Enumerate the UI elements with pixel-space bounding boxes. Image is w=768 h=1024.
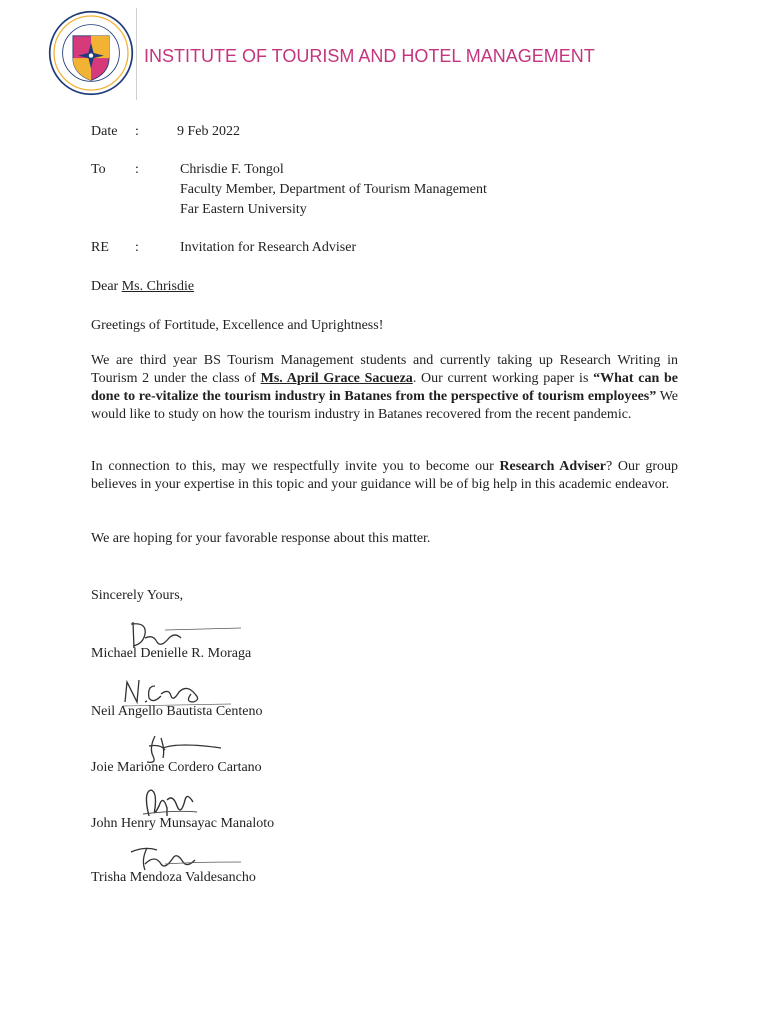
signatory-5-name: Trisha Mendoza Valdesancho xyxy=(91,870,256,885)
para1-text-c: . Our current working paper is xyxy=(412,371,594,386)
paragraph-2 xyxy=(91,458,678,494)
re-value: Invitation for Research Adviser xyxy=(180,240,357,255)
date-value: 9 Feb 2022 xyxy=(177,124,240,139)
to-label: To xyxy=(91,162,106,177)
date-colon: : xyxy=(135,124,139,139)
university-seal-icon xyxy=(48,10,134,96)
signatory-4-name: John Henry Munsayac Manaloto xyxy=(91,816,275,831)
to-institution: Far Eastern University xyxy=(180,202,307,217)
greeting: Greetings of Fortitude, Excellence and Uprightness! xyxy=(91,318,384,333)
header-divider xyxy=(136,8,137,100)
signatory-1-name: Michael Denielle R. Moraga xyxy=(91,646,252,661)
para2-text-a: In connection to this, may we respectfully invite you to become our xyxy=(91,459,500,474)
re-label: RE xyxy=(91,240,109,255)
to-colon: : xyxy=(135,162,139,177)
to-position: Faculty Member, Department of Tourism Management xyxy=(180,182,487,197)
para1-teacher-name: Ms. April Grace Sacueza xyxy=(260,371,413,386)
salutation-prefix: Dear xyxy=(91,279,122,294)
closing: Sincerely Yours, xyxy=(91,588,184,603)
institute-name: INSTITUTE OF TOURISM AND HOTEL MANAGEMENT xyxy=(144,46,595,66)
para2-text-c: ? Our group believes in your expertise in this topic and your guidance will be of big help in this academic endeavor. xyxy=(91,459,678,492)
para2-research-adviser: Research Adviser xyxy=(499,459,606,474)
re-colon: : xyxy=(135,240,139,255)
letterhead xyxy=(44,8,624,100)
para1-text-e: We would like to study on how the tourism industry in Batanes recovered from the recent pandemic. xyxy=(91,389,679,422)
salutation-name: Ms. Chrisdie xyxy=(121,279,195,294)
to-name: Chrisdie F. Tongol xyxy=(180,162,284,177)
signatory-3-name: Joie Marione Cordero Cartano xyxy=(91,760,262,775)
para1-text-a: We are third year BS Tourism Management students and currently taking up Research Writing in Tourism 2 under the class of xyxy=(91,353,678,386)
paragraph-1 xyxy=(91,352,678,424)
paragraph-3: We are hoping for your favorable response about this matter. xyxy=(91,531,431,546)
date-label: Date xyxy=(91,124,118,139)
para1-paper-title: “What can be done to re-vitalize the tourism industry in Batanes from the perspective of tourism employees” xyxy=(91,371,679,404)
salutation xyxy=(91,277,194,297)
signatory-2-name: Neil Angello Bautista Centeno xyxy=(91,704,263,719)
